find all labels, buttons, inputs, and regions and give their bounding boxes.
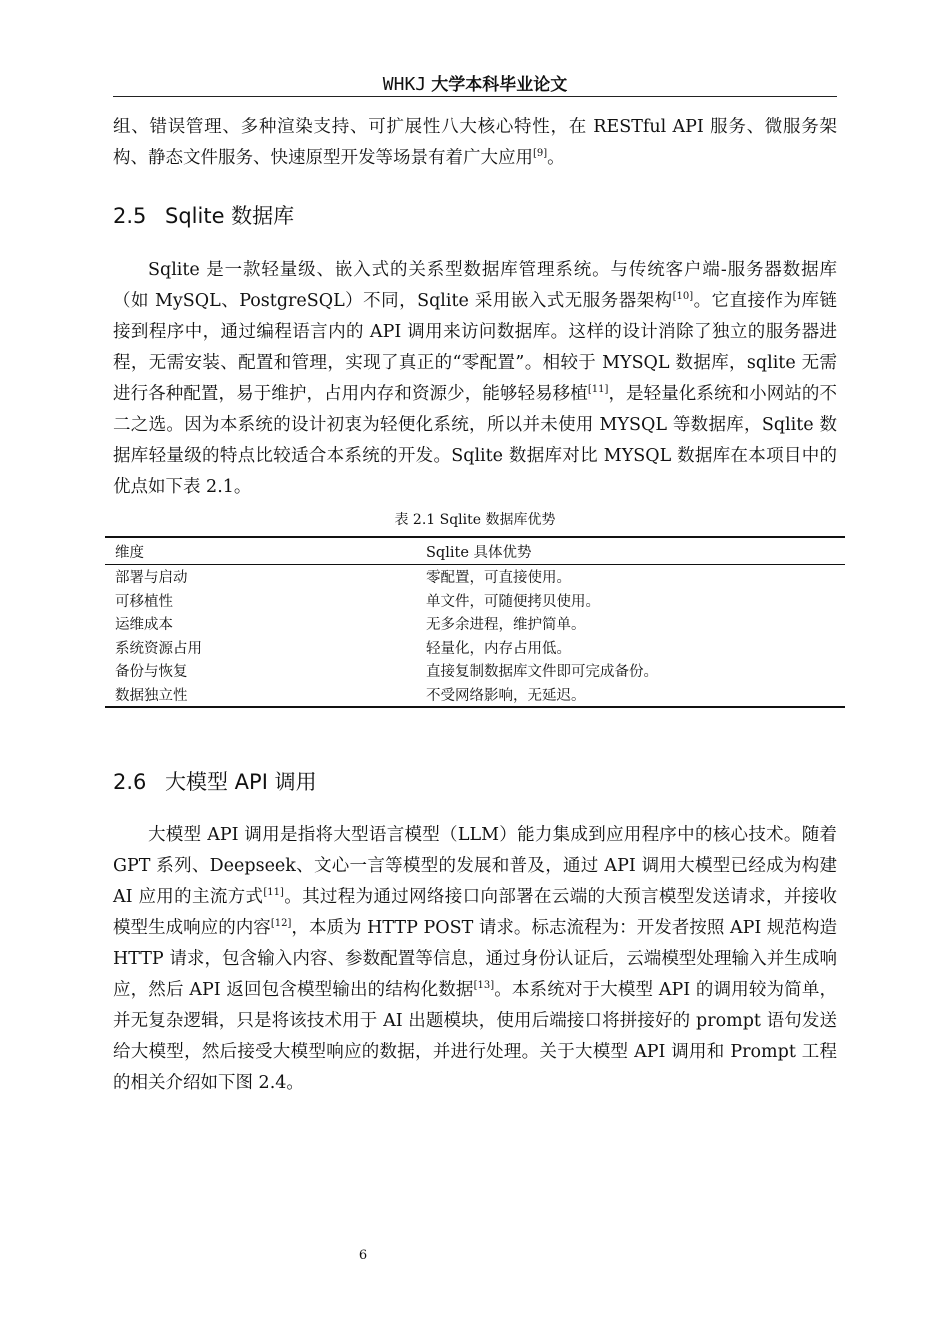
section-2-5-paragraph: Sqlite 是一款轻量级、嵌入式的关系型数据库管理系统。与传统客户端-服务器数据库（如 MySQL、PostgreSQL）不同，Sqlite 采用嵌入式无服务器架构[10]。它直接作为库链接到程序中，通过编程语言内的 API 调用来访问数据库。这样的设计消除了独立的服务器进程，无需安装、配置和管理，实现了真正的“零配置”。相较于 MYSQL 数据库，sqlite 无需进行各种配置，易于维护，占用内存和资源少，能够轻易移植[11]，是轻量化系统和小网站的不二之选。因为本系统的设计初衷为轻便化系统，所以并未使用 MYSQL 等数据库，Sqlite 数据库轻量级的特点比较适合本系统的开发。Sqlite 数据库对比 MYSQL 数据库在本项目中的优点如下表 2.1。 bbox=[113, 260, 838, 497]
table-cell: 运维成本 bbox=[115, 617, 173, 634]
citation: [10] bbox=[672, 291, 694, 303]
section-heading-2-5: 2.5 Sqlite 数据库 bbox=[113, 204, 295, 228]
table-row bbox=[105, 659, 845, 683]
table-cell: 无多余进程，维护简单。 bbox=[426, 617, 586, 634]
table-cell: 可移植性 bbox=[115, 593, 173, 610]
intro-paragraph: 组、错误管理、多种渲染支持、可扩展性八大核心特性，在 RESTful API 服务、微服务架构、静态文件服务、快速原型开发等场景有着广大应用[9]。 bbox=[113, 117, 837, 168]
table-row bbox=[105, 636, 845, 660]
section-2-6-paragraph: 大模型 API 调用是指将大型语言模型（LLM）能力集成到应用程序中的核心技术。随着 GPT 系列、Deepseek、文心一言等模型的发展和普及，通过 API 调用大模型已经成为构建 AI 应用的主流方式[11]。其过程为通过网络接口向部署在云端的大预言模型发送请求，并接收模型生成响应的内容[12]，本质为 HTTP POST 请求。标志流程为：开发者按照 API 规范构造 HTTP 请求，包含输入内容、参数配置等信息，通过身份认证后，云端模型处理输入并生成响应，然后 API 返回包含模型输出的结构化数据[13]。本系统对于大模型 API 的调用较为简单，并无复杂逻辑，只是将该技术用于 AI 出题模块，使用后端接口将拼接好的 prompt 语句发送给大模型，然后接受大模型响应的数据，并进行处理。关于大模型 API 调用和 Prompt 工程的相关介绍如下图 2.4。 bbox=[113, 825, 837, 1093]
citation: [9] bbox=[533, 148, 548, 160]
table-cell: 数据独立性 bbox=[105, 683, 416, 708]
table-cell: 直接复制数据库文件即可完成备份。 bbox=[426, 664, 658, 681]
citation: [13] bbox=[473, 980, 495, 992]
table-header-row bbox=[105, 537, 845, 565]
citation: [11] bbox=[263, 887, 284, 899]
page-number: 6 bbox=[358, 1248, 368, 1263]
column-header: Sqlite 具体优势 bbox=[416, 537, 845, 565]
table-caption: 表 2.1 Sqlite 数据库优势 bbox=[394, 512, 556, 528]
table-row bbox=[105, 683, 845, 708]
column-header: 维度 bbox=[105, 537, 416, 565]
table-cell: 单文件，可随便拷贝使用。 bbox=[426, 593, 600, 610]
table-cell: 零配置，可直接使用。 bbox=[426, 570, 571, 587]
table-cell: 系统资源占用 bbox=[115, 640, 202, 657]
table-cell: 不受网络影响，无延迟。 bbox=[416, 683, 845, 708]
table-cell: 备份与恢复 bbox=[115, 664, 188, 681]
table-row bbox=[105, 589, 845, 613]
table-cell: 部署与启动 bbox=[115, 570, 188, 587]
table-cell: 轻量化，内存占用低。 bbox=[426, 640, 571, 657]
sqlite-advantages-table bbox=[105, 536, 845, 708]
table-row bbox=[105, 612, 845, 636]
table-row bbox=[105, 565, 845, 589]
header-title: 大学本科毕业论文 bbox=[431, 75, 568, 95]
citation: [11] bbox=[587, 384, 609, 396]
header-org: WHKJ bbox=[382, 74, 427, 95]
section-heading-2-6: 2.6 大模型 API 调用 bbox=[113, 770, 317, 794]
page-header bbox=[113, 70, 837, 97]
citation: [12] bbox=[270, 918, 292, 930]
